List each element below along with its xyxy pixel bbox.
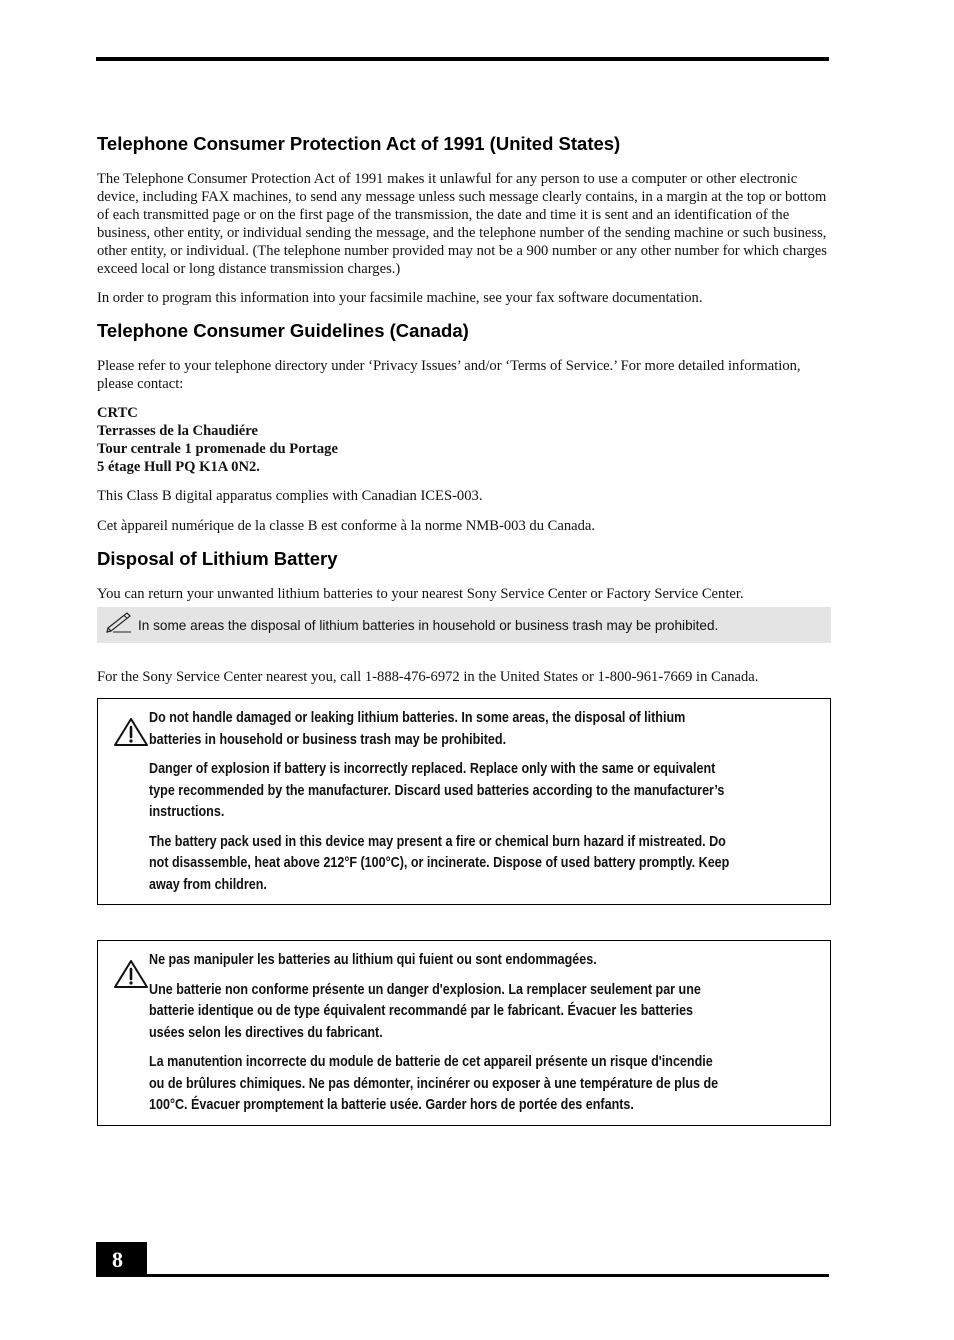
warning-box-french — [97, 940, 831, 1126]
address-line: Tour centrale 1 promenade du Portage — [97, 441, 338, 457]
note-text: In some areas the disposal of lithium batteries in household or business trash may be prohibited. — [138, 617, 719, 633]
page-content — [97, 132, 831, 1126]
bottom-rule — [147, 1274, 829, 1277]
warning-line: La manutention incorrecte du module de batterie de cet appareil présente un risque d'incendie ou de brûlures chimiques. Ne pas démonter, incinérer ou exposer à une température de plus de 100°C. Évacuer promptement la batterie usée. Garder hors de portée des enfants. — [149, 1054, 719, 1113]
warning-line: Une batterie non conforme présente un danger d'explosion. La remplacer seulement par une batterie identique ou de type équivalent recommandé par le fabricant. Évacuer les batteries usées selon les directives du fabricant. — [149, 981, 701, 1041]
top-rule — [96, 57, 829, 61]
canada-paragraph-3: Cet àppareil numérique de la classe B est conforme à la norme NMB-003 du Canada. — [97, 518, 596, 534]
warning-line: The battery pack used in this device may present a fire or chemical burn hazard if mistreated. Do not disassemble, heat above 212°F (100°C), or incinerate. Dispose of used battery promptly. Keep away from children. — [149, 833, 730, 893]
address-line: CRTC — [97, 405, 138, 421]
address-line: 5 étage Hull PQ K1A 0N2. — [97, 459, 260, 475]
address-line: Terrasses de la Chaudiére — [97, 423, 258, 439]
note-box — [97, 607, 831, 643]
note-pencil-icon — [105, 610, 135, 634]
battery-heading: Disposal of Lithium Battery — [97, 548, 338, 569]
battery-paragraph-1: You can return your unwanted lithium batteries to your nearest Sony Service Center or Factory Service Center. — [97, 586, 744, 602]
canada-heading: Telephone Consumer Guidelines (Canada) — [97, 320, 469, 341]
canada-paragraph-1: Please refer to your telephone directory under ‘Privacy Issues’ and/or ‘Terms of Service.’ For more detailed information, please contact: — [97, 358, 801, 392]
warning-line: Danger of explosion if battery is incorrectly replaced. Replace only with the same or equivalent type recommended by the manufacturer. Discard used batteries according to the manufacturer’s instructions. — [149, 761, 725, 820]
canada-paragraph-2: This Class B digital apparatus complies with Canadian ICES-003. — [97, 488, 483, 504]
battery-paragraph-2: For the Sony Service Center nearest you, call 1-888-476-6972 in the United States or 1-800-961-7669 in Canada. — [97, 669, 759, 685]
warning-line: Ne pas manipuler les batteries au lithium qui fuient ou sont endommagées. — [149, 952, 597, 968]
warning-box-english — [97, 698, 831, 905]
tcpa-paragraph-2: In order to program this information into your facsimile machine, see your fax software documentation. — [97, 290, 703, 306]
tcpa-paragraph-1: The Telephone Consumer Protection Act of 1991 makes it unlawful for any person to use a computer or other electronic device, including FAX machines, to send any message unless such message clearly contains, in a margin at the top or bottom of each transmitted page or on the first page of the transmission, the date and time it is sent and an identification of the business, other entity, or individual sending the message, and the telephone number of the sending machine or such business, other entity, or individual. (The telephone number provided may not be a 900 number or any other number for which charges exceed local or long distance transmission charges.) — [97, 171, 827, 277]
warning-triangle-icon — [113, 734, 149, 751]
crtc-address — [97, 404, 831, 476]
warning-triangle-icon — [113, 976, 149, 993]
warning-line: Do not handle damaged or leaking lithium batteries. In some areas, the disposal of lithium batteries in household or business trash may be prohibited. — [149, 710, 686, 748]
page-number: 8 — [96, 1242, 147, 1277]
tcpa-heading: Telephone Consumer Protection Act of 1991 (United States) — [97, 133, 621, 154]
